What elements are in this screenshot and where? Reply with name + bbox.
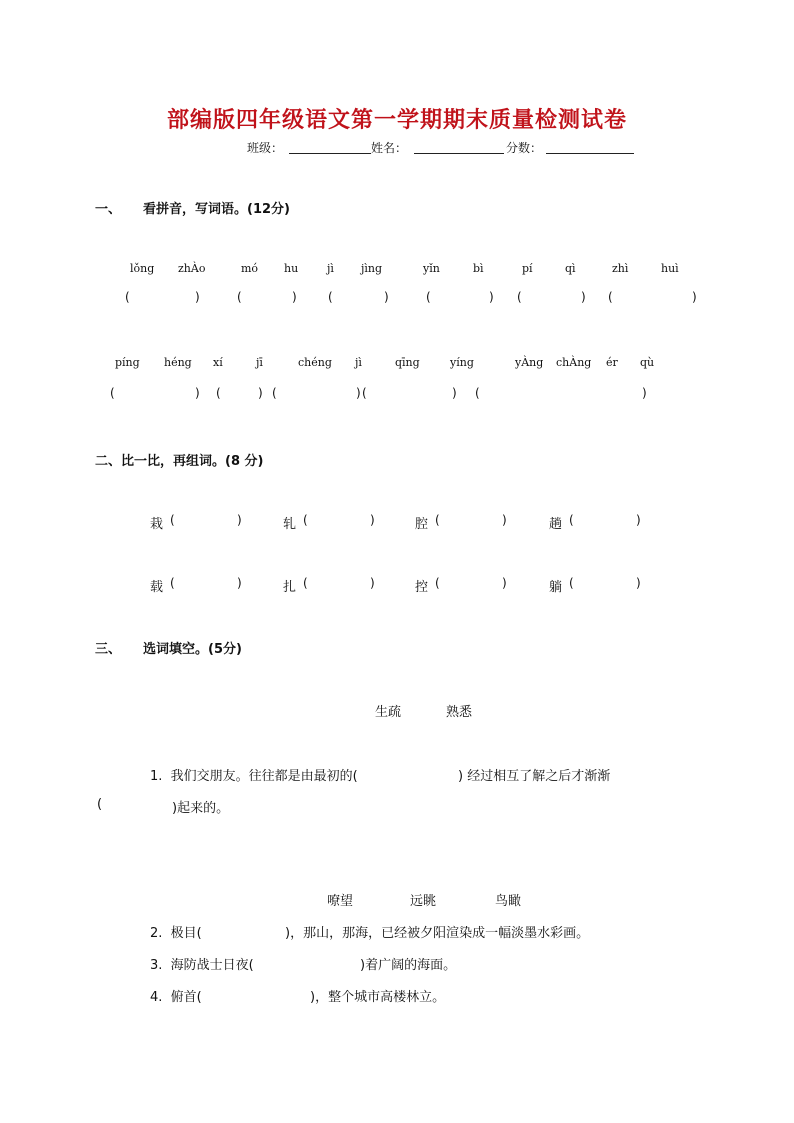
pinyin: mó — [241, 262, 259, 275]
answer-open-paren: ( — [435, 576, 440, 590]
pinyin: jìng — [361, 262, 383, 275]
pinyin: yǐn — [423, 262, 440, 275]
question-1-part2: ) 经过相互了解之后才渐渐 — [458, 769, 611, 784]
section1-heading: 看拼音，写词语。(12分) — [143, 202, 290, 217]
answer-blank[interactable] — [434, 290, 487, 306]
answer-open-paren: ( — [303, 513, 308, 527]
pinyin: qīng — [395, 356, 420, 369]
answer-close-paren: ) — [195, 386, 200, 400]
answer-open-paren: ( — [517, 290, 522, 304]
question-1-part1: 1. 我们交朋友。往往都是由最初的( — [150, 769, 358, 784]
question-1-open-paren: ( — [97, 797, 103, 812]
answer-close-paren: ) — [237, 576, 242, 590]
answer-blank[interactable] — [579, 513, 634, 529]
answer-close-paren: ) — [502, 513, 507, 527]
pinyin: yÀng — [515, 356, 544, 369]
answer-blank[interactable] — [224, 386, 256, 402]
page-title: 部编版四年级语文第一学期期末质量检测试卷 — [166, 108, 627, 133]
answer-close-paren: ) — [642, 386, 647, 400]
character: 腔 — [415, 517, 429, 532]
answer-blank[interactable] — [118, 386, 193, 402]
answer-open-paren: ( — [426, 290, 431, 304]
answer-open-paren: ( — [569, 513, 574, 527]
pinyin: qì — [565, 262, 576, 275]
question-4-part2: )，整个城市高楼林立。 — [310, 990, 446, 1005]
answer-blank[interactable] — [445, 576, 500, 592]
question-2-blank[interactable] — [208, 922, 283, 938]
answer-open-paren: ( — [110, 386, 115, 400]
class-field[interactable] — [289, 140, 371, 154]
answer-blank[interactable] — [370, 386, 450, 402]
answer-open-paren: ( — [608, 290, 613, 304]
pinyin: jì — [355, 356, 362, 369]
answer-close-paren: ) — [370, 513, 375, 527]
character: 趟 — [549, 517, 563, 532]
question-3-part2: )着广阔的海面。 — [360, 958, 457, 973]
question-3-part1: 3. 海防战士日夜( — [150, 958, 254, 973]
answer-blank[interactable] — [245, 290, 290, 306]
answer-close-paren: ) — [489, 290, 494, 304]
name-field[interactable] — [414, 140, 504, 154]
section1-number: 一、 — [95, 202, 122, 217]
pinyin: jì — [327, 262, 334, 275]
character: 栽 — [150, 517, 164, 532]
answer-close-paren: ) — [581, 290, 586, 304]
pinyin: bì — [473, 262, 484, 275]
answer-blank[interactable] — [616, 290, 690, 306]
answer-blank[interactable] — [336, 290, 382, 306]
section3-number: 三、 — [95, 642, 122, 657]
pinyin: zhì — [612, 262, 629, 275]
question-2-part1: 2. 极目( — [150, 926, 202, 941]
word-option: 熟悉 — [446, 705, 473, 720]
character: 躺 — [549, 580, 563, 595]
question-1-blank-2[interactable] — [105, 797, 170, 813]
pinyin: héng — [164, 356, 192, 369]
answer-close-paren: ) — [384, 290, 389, 304]
answer-close-paren: ) — [452, 386, 457, 400]
character: 扎 — [283, 580, 297, 595]
answer-open-paren: ( — [170, 576, 175, 590]
answer-close-paren: ) — [636, 513, 641, 527]
answer-blank[interactable] — [525, 290, 579, 306]
answer-open-paren: ( — [216, 386, 221, 400]
answer-close-paren: ) — [258, 386, 263, 400]
answer-close-paren: ) — [292, 290, 297, 304]
answer-open-paren: ( — [362, 386, 367, 400]
character: 载 — [150, 580, 164, 595]
answer-blank[interactable] — [180, 576, 235, 592]
answer-close-paren: ) — [356, 386, 361, 400]
answer-close-paren: ) — [502, 576, 507, 590]
name-label: 姓名： — [371, 141, 408, 155]
pinyin: xí — [213, 356, 223, 369]
answer-open-paren: ( — [435, 513, 440, 527]
answer-blank[interactable] — [180, 513, 235, 529]
answer-open-paren: ( — [272, 386, 277, 400]
answer-blank[interactable] — [313, 576, 368, 592]
pinyin: zhÀo — [178, 262, 206, 275]
score-label: 分数： — [506, 141, 543, 155]
character: 控 — [415, 580, 429, 595]
pinyin: lǒng — [130, 262, 155, 275]
word-option: 远眺 — [410, 894, 437, 909]
word-option: 嘹望 — [327, 894, 354, 909]
word-option: 生疏 — [375, 705, 402, 720]
pinyin: hu — [284, 262, 299, 275]
section2-heading: 二、比一比，再组词。(8 分) — [95, 454, 264, 469]
section3-heading: 选词填空。(5分) — [143, 642, 242, 657]
character: 轧 — [283, 517, 297, 532]
answer-open-paren: ( — [125, 290, 130, 304]
answer-blank[interactable] — [280, 386, 354, 402]
answer-close-paren: ) — [636, 576, 641, 590]
answer-open-paren: ( — [569, 576, 574, 590]
question-1-part3: )起来的。 — [172, 801, 230, 816]
pinyin: yíng — [450, 356, 474, 369]
question-4-part1: 4. 俯首( — [150, 990, 202, 1005]
answer-blank[interactable] — [313, 513, 368, 529]
answer-close-paren: ) — [195, 290, 200, 304]
word-option: 鸟瞰 — [495, 894, 522, 909]
answer-close-paren: ) — [692, 290, 697, 304]
answer-open-paren: ( — [328, 290, 333, 304]
pinyin: chÀng — [556, 356, 592, 369]
score-field[interactable] — [546, 140, 634, 154]
pinyin: píng — [115, 356, 140, 369]
class-label: 班级： — [247, 141, 284, 155]
answer-blank[interactable] — [133, 290, 193, 306]
question-2-part2: )，那山，那海，已经被夕阳渲染成一幅淡墨水彩画。 — [285, 926, 590, 941]
answer-open-paren: ( — [475, 386, 480, 400]
answer-blank[interactable] — [445, 513, 500, 529]
question-4-blank[interactable] — [208, 986, 308, 1002]
answer-close-paren: ) — [370, 576, 375, 590]
answer-close-paren: ) — [237, 513, 242, 527]
question-3-blank[interactable] — [263, 954, 358, 970]
question-1-blank-1[interactable] — [384, 765, 456, 781]
answer-open-paren: ( — [170, 513, 175, 527]
pinyin: qù — [640, 356, 655, 369]
pinyin: pí — [522, 262, 533, 275]
pinyin: jī — [256, 356, 263, 369]
answer-blank[interactable] — [483, 386, 640, 402]
pinyin: chéng — [298, 356, 332, 369]
answer-blank[interactable] — [579, 576, 634, 592]
answer-open-paren: ( — [303, 576, 308, 590]
pinyin: huì — [661, 262, 679, 275]
pinyin: ér — [606, 356, 618, 369]
answer-open-paren: ( — [237, 290, 242, 304]
